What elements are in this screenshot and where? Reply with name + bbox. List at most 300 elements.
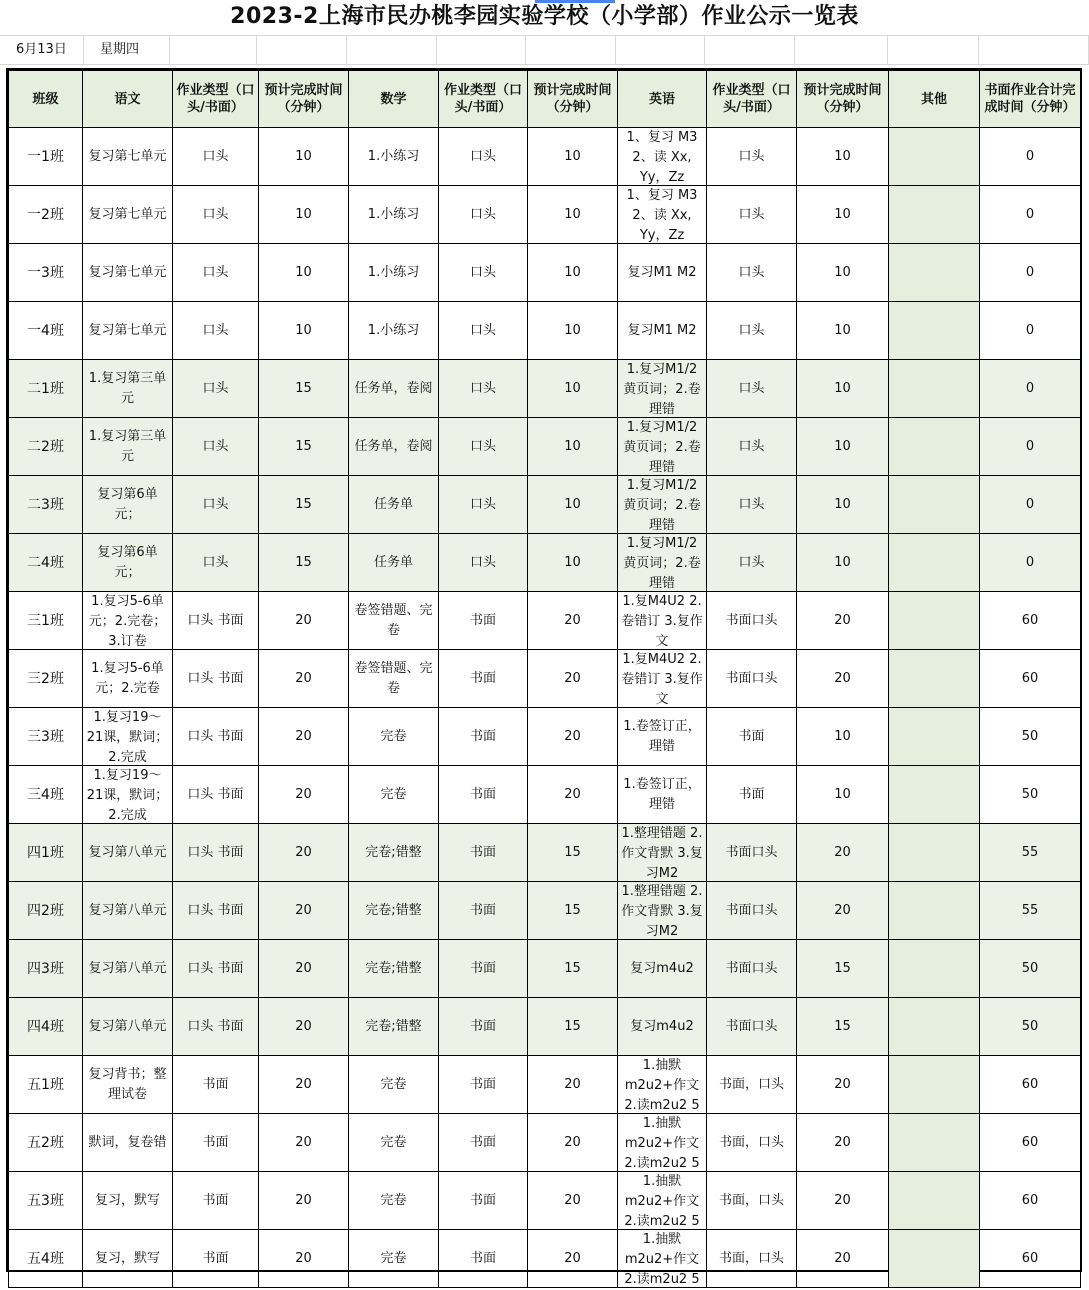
math-time-cell[interactable]	[528, 418, 618, 476]
chinese-type-cell[interactable]	[173, 418, 259, 476]
math-cell[interactable]	[349, 476, 439, 534]
english-cell[interactable]	[618, 476, 707, 534]
english-time-cell[interactable]	[797, 302, 889, 360]
english-cell[interactable]	[618, 1056, 707, 1114]
math-cell[interactable]	[349, 302, 439, 360]
math-time-cell[interactable]	[528, 650, 618, 708]
class-cell-text: 二4班	[27, 554, 64, 571]
chinese-type-cell[interactable]	[173, 1056, 259, 1114]
other-cell[interactable]	[889, 708, 980, 766]
english-type-cell[interactable]	[707, 824, 797, 882]
other-cell[interactable]	[889, 360, 980, 418]
math-time-cell[interactable]	[528, 1230, 618, 1288]
header-math-type[interactable]: 作业类型（口头/书面）	[439, 71, 528, 128]
chinese-type-cell[interactable]	[173, 302, 259, 360]
written-total-cell[interactable]	[980, 998, 1081, 1056]
math-time-cell[interactable]	[528, 592, 618, 650]
english-time-cell[interactable]	[797, 128, 889, 186]
other-cell[interactable]	[889, 1230, 980, 1288]
class-cell[interactable]	[9, 650, 83, 708]
math-cell[interactable]	[349, 940, 439, 998]
written-total-cell[interactable]	[980, 302, 1081, 360]
chinese-cell[interactable]	[83, 360, 173, 418]
empty-cell[interactable]	[888, 35, 979, 65]
chinese-cell[interactable]	[83, 592, 173, 650]
header-written-total[interactable]: 书面作业合计完成时间（分钟）	[980, 71, 1081, 128]
english-type-cell[interactable]	[707, 766, 797, 824]
math-type-cell[interactable]	[439, 302, 528, 360]
chinese-type-cell[interactable]	[173, 476, 259, 534]
math-cell[interactable]	[349, 244, 439, 302]
other-cell[interactable]	[889, 824, 980, 882]
chinese-cell[interactable]	[83, 128, 173, 186]
chinese-cell[interactable]	[83, 186, 173, 244]
chinese-type-cell-text: 口头 书面	[187, 902, 244, 918]
chinese-time-cell[interactable]	[259, 360, 349, 418]
written-total-cell[interactable]	[980, 940, 1081, 998]
chinese-type-cell[interactable]	[173, 128, 259, 186]
english-type-cell[interactable]	[707, 186, 797, 244]
empty-cell[interactable]	[257, 35, 347, 65]
chinese-time-cell[interactable]	[259, 708, 349, 766]
math-cell[interactable]	[349, 534, 439, 592]
math-type-cell[interactable]	[439, 766, 528, 824]
english-cell[interactable]	[618, 244, 707, 302]
written-total-cell[interactable]	[980, 708, 1081, 766]
empty-cell[interactable]	[616, 35, 705, 65]
english-time-cell[interactable]	[797, 186, 889, 244]
english-cell[interactable]	[618, 998, 707, 1056]
chinese-cell[interactable]	[83, 824, 173, 882]
chinese-type-cell[interactable]	[173, 766, 259, 824]
math-type-cell[interactable]	[439, 1172, 528, 1230]
chinese-cell[interactable]	[83, 1230, 173, 1288]
english-cell[interactable]	[618, 592, 707, 650]
chinese-type-cell[interactable]	[173, 824, 259, 882]
english-time-cell[interactable]	[797, 708, 889, 766]
english-type-cell[interactable]	[707, 476, 797, 534]
english-type-cell[interactable]	[707, 1056, 797, 1114]
written-total-cell[interactable]	[980, 360, 1081, 418]
english-cell[interactable]	[618, 824, 707, 882]
math-type-cell[interactable]	[439, 824, 528, 882]
chinese-time-cell[interactable]	[259, 1056, 349, 1114]
other-cell[interactable]	[889, 534, 980, 592]
weekday-cell[interactable]: 星期四	[84, 35, 170, 65]
written-total-cell[interactable]	[980, 476, 1081, 534]
english-type-cell[interactable]	[707, 1114, 797, 1172]
math-type-cell[interactable]	[439, 650, 528, 708]
class-cell-text: 一1班	[27, 148, 64, 165]
written-total-cell[interactable]	[980, 766, 1081, 824]
chinese-type-cell[interactable]	[173, 1230, 259, 1288]
english-cell[interactable]	[618, 882, 707, 940]
math-type-cell[interactable]	[439, 592, 528, 650]
class-cell[interactable]	[9, 244, 83, 302]
class-cell[interactable]	[9, 592, 83, 650]
math-time-cell[interactable]	[528, 940, 618, 998]
english-cell[interactable]	[618, 650, 707, 708]
math-type-cell[interactable]	[439, 1230, 528, 1288]
math-time-cell[interactable]	[528, 1056, 618, 1114]
math-type-cell[interactable]	[439, 128, 528, 186]
math-time-cell[interactable]	[528, 708, 618, 766]
chinese-time-cell-text: 20	[295, 1076, 312, 1092]
header-math-time[interactable]: 预计完成时间（分钟）	[528, 71, 618, 128]
chinese-cell[interactable]	[83, 650, 173, 708]
date-cell[interactable]: 6月13日	[0, 35, 84, 65]
english-cell[interactable]	[618, 1230, 707, 1288]
class-cell[interactable]	[9, 360, 83, 418]
chinese-type-cell[interactable]	[173, 1172, 259, 1230]
chinese-time-cell[interactable]	[259, 824, 349, 882]
class-cell-text: 一3班	[27, 264, 64, 281]
chinese-cell[interactable]	[83, 1056, 173, 1114]
written-total-cell-text: 60	[1021, 1076, 1039, 1092]
other-cell[interactable]	[889, 1172, 980, 1230]
written-total-cell[interactable]	[980, 186, 1081, 244]
math-cell-text: 完卷	[380, 786, 407, 802]
english-time-cell[interactable]	[797, 1056, 889, 1114]
chinese-type-cell[interactable]	[173, 360, 259, 418]
other-cell[interactable]	[889, 766, 980, 824]
english-cell[interactable]	[618, 360, 707, 418]
math-cell[interactable]	[349, 186, 439, 244]
math-type-cell[interactable]	[439, 360, 528, 418]
english-type-cell[interactable]	[707, 1172, 797, 1230]
class-cell[interactable]	[9, 186, 83, 244]
other-cell[interactable]	[889, 940, 980, 998]
english-cell[interactable]	[618, 534, 707, 592]
math-time-cell[interactable]	[528, 128, 618, 186]
math-type-cell[interactable]	[439, 186, 528, 244]
written-total-cell-text: 55	[1021, 902, 1039, 918]
written-total-cell-text: 60	[1021, 670, 1039, 686]
header-chinese-type[interactable]: 作业类型（口头/书面）	[173, 71, 259, 128]
header-english[interactable]: 英语	[618, 71, 707, 128]
class-cell[interactable]	[9, 128, 83, 186]
other-cell[interactable]	[889, 1056, 980, 1114]
math-cell[interactable]	[349, 998, 439, 1056]
chinese-cell[interactable]	[83, 1114, 173, 1172]
chinese-type-cell[interactable]	[173, 1114, 259, 1172]
other-cell[interactable]	[889, 186, 980, 244]
chinese-type-cell[interactable]	[173, 534, 259, 592]
header-other[interactable]: 其他	[889, 71, 980, 128]
chinese-time-cell-text: 15	[295, 554, 312, 570]
english-time-cell[interactable]	[797, 998, 889, 1056]
chinese-cell-text: 复习，默写	[94, 1250, 160, 1266]
english-type-cell[interactable]	[707, 244, 797, 302]
math-cell[interactable]	[349, 418, 439, 476]
class-cell[interactable]	[9, 940, 83, 998]
chinese-time-cell[interactable]	[259, 476, 349, 534]
math-type-cell[interactable]	[439, 998, 528, 1056]
english-time-cell[interactable]	[797, 940, 889, 998]
class-cell[interactable]	[9, 882, 83, 940]
table-row	[9, 534, 1081, 592]
written-total-cell-text: 60	[1021, 1192, 1039, 1208]
math-time-cell[interactable]	[528, 998, 618, 1056]
english-time-cell[interactable]	[797, 1114, 889, 1172]
empty-cell[interactable]	[795, 35, 888, 65]
math-type-cell[interactable]	[439, 418, 528, 476]
english-time-cell[interactable]	[797, 476, 889, 534]
other-cell[interactable]	[889, 302, 980, 360]
english-cell[interactable]	[618, 1172, 707, 1230]
written-total-cell[interactable]	[980, 650, 1081, 708]
english-cell-text: 复习M1 M2	[627, 264, 697, 280]
header-math[interactable]: 数学	[349, 71, 439, 128]
class-cell-text: 二1班	[27, 380, 64, 397]
english-cell[interactable]	[618, 1114, 707, 1172]
math-time-cell-text: 15	[564, 1018, 581, 1034]
english-cell[interactable]	[618, 128, 707, 186]
math-time-cell[interactable]	[528, 186, 618, 244]
other-cell[interactable]	[889, 244, 980, 302]
math-cell-text: 完卷	[380, 728, 407, 744]
math-cell[interactable]	[349, 766, 439, 824]
class-cell-text: 五4班	[27, 1250, 64, 1267]
written-total-cell[interactable]	[980, 534, 1081, 592]
english-time-cell[interactable]	[797, 534, 889, 592]
english-type-cell[interactable]	[707, 302, 797, 360]
english-type-cell[interactable]	[707, 1230, 797, 1288]
chinese-time-cell[interactable]	[259, 1230, 349, 1288]
other-cell[interactable]	[889, 650, 980, 708]
english-type-cell[interactable]	[707, 998, 797, 1056]
english-type-cell[interactable]	[707, 128, 797, 186]
header-chinese-time[interactable]: 预计完成时间（分钟）	[259, 71, 349, 128]
chinese-time-cell-text: 10	[295, 148, 312, 164]
math-type-cell[interactable]	[439, 1056, 528, 1114]
chinese-time-cell[interactable]	[259, 766, 349, 824]
empty-cell[interactable]	[705, 35, 795, 65]
written-total-cell[interactable]	[980, 1056, 1081, 1114]
written-total-cell[interactable]	[980, 244, 1081, 302]
math-time-cell[interactable]	[528, 476, 618, 534]
empty-cell[interactable]	[979, 35, 1089, 65]
english-time-cell[interactable]	[797, 882, 889, 940]
class-cell[interactable]	[9, 476, 83, 534]
written-total-cell[interactable]	[980, 418, 1081, 476]
chinese-cell[interactable]	[83, 244, 173, 302]
written-total-cell[interactable]	[980, 1230, 1081, 1288]
math-cell[interactable]	[349, 1230, 439, 1288]
chinese-time-cell[interactable]	[259, 650, 349, 708]
chinese-type-cell[interactable]	[173, 186, 259, 244]
english-type-cell[interactable]	[707, 708, 797, 766]
math-cell[interactable]	[349, 592, 439, 650]
other-cell[interactable]	[889, 998, 980, 1056]
chinese-type-cell[interactable]	[173, 882, 259, 940]
math-time-cell[interactable]	[528, 766, 618, 824]
chinese-cell[interactable]	[83, 1172, 173, 1230]
english-type-cell[interactable]	[707, 650, 797, 708]
math-type-cell[interactable]	[439, 708, 528, 766]
chinese-time-cell[interactable]	[259, 186, 349, 244]
english-cell[interactable]	[618, 186, 707, 244]
math-cell[interactable]	[349, 1056, 439, 1114]
chinese-time-cell[interactable]	[259, 882, 349, 940]
chinese-time-cell[interactable]	[259, 534, 349, 592]
class-cell[interactable]	[9, 534, 83, 592]
math-time-cell[interactable]	[528, 244, 618, 302]
math-cell[interactable]	[349, 882, 439, 940]
math-type-cell-text: 书面	[469, 960, 496, 976]
math-time-cell[interactable]	[528, 1172, 618, 1230]
math-time-cell-text: 20	[564, 1192, 581, 1208]
empty-cell[interactable]	[347, 35, 437, 65]
math-cell[interactable]	[349, 708, 439, 766]
math-time-cell[interactable]	[528, 882, 618, 940]
written-total-cell[interactable]	[980, 1114, 1081, 1172]
class-cell[interactable]	[9, 418, 83, 476]
chinese-time-cell-text: 20	[295, 1192, 312, 1208]
chinese-cell-text: 复习第6单元；	[97, 486, 158, 522]
chinese-time-cell[interactable]	[259, 244, 349, 302]
english-time-cell-text: 10	[834, 322, 851, 338]
chinese-cell[interactable]	[83, 302, 173, 360]
chinese-time-cell[interactable]	[259, 940, 349, 998]
english-type-cell-text: 书面口头	[725, 612, 778, 628]
math-type-cell[interactable]	[439, 476, 528, 534]
written-total-cell[interactable]	[980, 592, 1081, 650]
empty-cell[interactable]	[526, 35, 616, 65]
written-total-cell[interactable]	[980, 882, 1081, 940]
chinese-time-cell[interactable]	[259, 1172, 349, 1230]
other-cell[interactable]	[889, 882, 980, 940]
english-type-cell[interactable]	[707, 592, 797, 650]
chinese-time-cell[interactable]	[259, 998, 349, 1056]
english-cell[interactable]	[618, 418, 707, 476]
class-cell[interactable]	[9, 824, 83, 882]
chinese-type-cell[interactable]	[173, 708, 259, 766]
chinese-time-cell[interactable]	[259, 128, 349, 186]
table-row	[9, 186, 1081, 244]
chinese-cell[interactable]	[83, 766, 173, 824]
chinese-cell[interactable]	[83, 708, 173, 766]
math-cell[interactable]	[349, 1114, 439, 1172]
class-cell[interactable]	[9, 1056, 83, 1114]
class-cell[interactable]	[9, 1172, 83, 1230]
header-english-type[interactable]: 作业类型（口头/书面）	[707, 71, 797, 128]
english-type-cell[interactable]	[707, 360, 797, 418]
math-cell[interactable]	[349, 650, 439, 708]
header-english-time[interactable]: 预计完成时间（分钟）	[797, 71, 889, 128]
class-cell[interactable]	[9, 1114, 83, 1172]
english-type-cell[interactable]	[707, 940, 797, 998]
chinese-time-cell[interactable]	[259, 302, 349, 360]
english-cell[interactable]	[618, 708, 707, 766]
english-time-cell[interactable]	[797, 1230, 889, 1288]
english-cell[interactable]	[618, 302, 707, 360]
math-type-cell[interactable]	[439, 1114, 528, 1172]
written-total-cell[interactable]	[980, 128, 1081, 186]
math-time-cell[interactable]	[528, 824, 618, 882]
math-cell[interactable]	[349, 128, 439, 186]
math-time-cell[interactable]	[528, 1114, 618, 1172]
english-type-cell[interactable]	[707, 882, 797, 940]
english-time-cell[interactable]	[797, 360, 889, 418]
class-cell[interactable]	[9, 1230, 83, 1288]
written-total-cell-text: 0	[1025, 380, 1035, 396]
chinese-type-cell[interactable]	[173, 592, 259, 650]
chinese-time-cell[interactable]	[259, 418, 349, 476]
math-type-cell[interactable]	[439, 244, 528, 302]
english-type-cell[interactable]	[707, 534, 797, 592]
written-total-cell[interactable]	[980, 1172, 1081, 1230]
class-cell[interactable]	[9, 708, 83, 766]
math-type-cell[interactable]	[439, 940, 528, 998]
english-time-cell[interactable]	[797, 418, 889, 476]
other-cell[interactable]	[889, 128, 980, 186]
english-type-cell[interactable]	[707, 418, 797, 476]
chinese-type-cell[interactable]	[173, 244, 259, 302]
english-cell[interactable]	[618, 766, 707, 824]
class-cell[interactable]	[9, 302, 83, 360]
chinese-cell-text: 复习第八单元	[88, 902, 167, 918]
english-time-cell-text: 10	[834, 438, 851, 454]
other-cell[interactable]	[889, 592, 980, 650]
written-total-cell[interactable]	[980, 824, 1081, 882]
math-type-cell[interactable]	[439, 882, 528, 940]
chinese-time-cell-text: 20	[295, 960, 312, 976]
chinese-type-cell-text: 口头 书面	[187, 844, 244, 860]
chinese-type-cell[interactable]	[173, 998, 259, 1056]
english-time-cell[interactable]	[797, 1172, 889, 1230]
chinese-cell[interactable]	[83, 940, 173, 998]
math-time-cell[interactable]	[528, 302, 618, 360]
chinese-type-cell[interactable]	[173, 650, 259, 708]
english-time-cell[interactable]	[797, 766, 889, 824]
chinese-cell[interactable]	[83, 998, 173, 1056]
math-cell[interactable]	[349, 824, 439, 882]
empty-cell[interactable]	[170, 35, 257, 65]
other-cell[interactable]	[889, 418, 980, 476]
english-time-cell[interactable]	[797, 824, 889, 882]
math-cell[interactable]	[349, 1172, 439, 1230]
math-time-cell[interactable]	[528, 534, 618, 592]
english-cell[interactable]	[618, 940, 707, 998]
empty-cell[interactable]	[437, 35, 526, 65]
chinese-time-cell[interactable]	[259, 1114, 349, 1172]
header-chinese[interactable]: 语文	[83, 71, 173, 128]
header-class[interactable]: 班级	[9, 71, 83, 128]
english-time-cell[interactable]	[797, 244, 889, 302]
class-cell[interactable]	[9, 998, 83, 1056]
chinese-cell[interactable]	[83, 418, 173, 476]
other-cell[interactable]	[889, 476, 980, 534]
class-cell-text: 一2班	[27, 206, 64, 223]
class-cell-text: 四4班	[27, 1018, 64, 1035]
written-total-cell-text: 55	[1021, 844, 1039, 860]
math-cell[interactable]	[349, 360, 439, 418]
english-time-cell[interactable]	[797, 650, 889, 708]
chinese-cell[interactable]	[83, 882, 173, 940]
math-time-cell[interactable]	[528, 360, 618, 418]
chinese-cell-text: 1.复习第三单元	[88, 370, 167, 406]
class-cell[interactable]	[9, 766, 83, 824]
chinese-type-cell[interactable]	[173, 940, 259, 998]
chinese-cell-text: 复习第七单元	[88, 148, 167, 164]
chinese-cell[interactable]	[83, 476, 173, 534]
chinese-cell[interactable]	[83, 534, 173, 592]
chinese-time-cell[interactable]	[259, 592, 349, 650]
other-cell[interactable]	[889, 1114, 980, 1172]
math-type-cell[interactable]	[439, 534, 528, 592]
english-time-cell[interactable]	[797, 592, 889, 650]
